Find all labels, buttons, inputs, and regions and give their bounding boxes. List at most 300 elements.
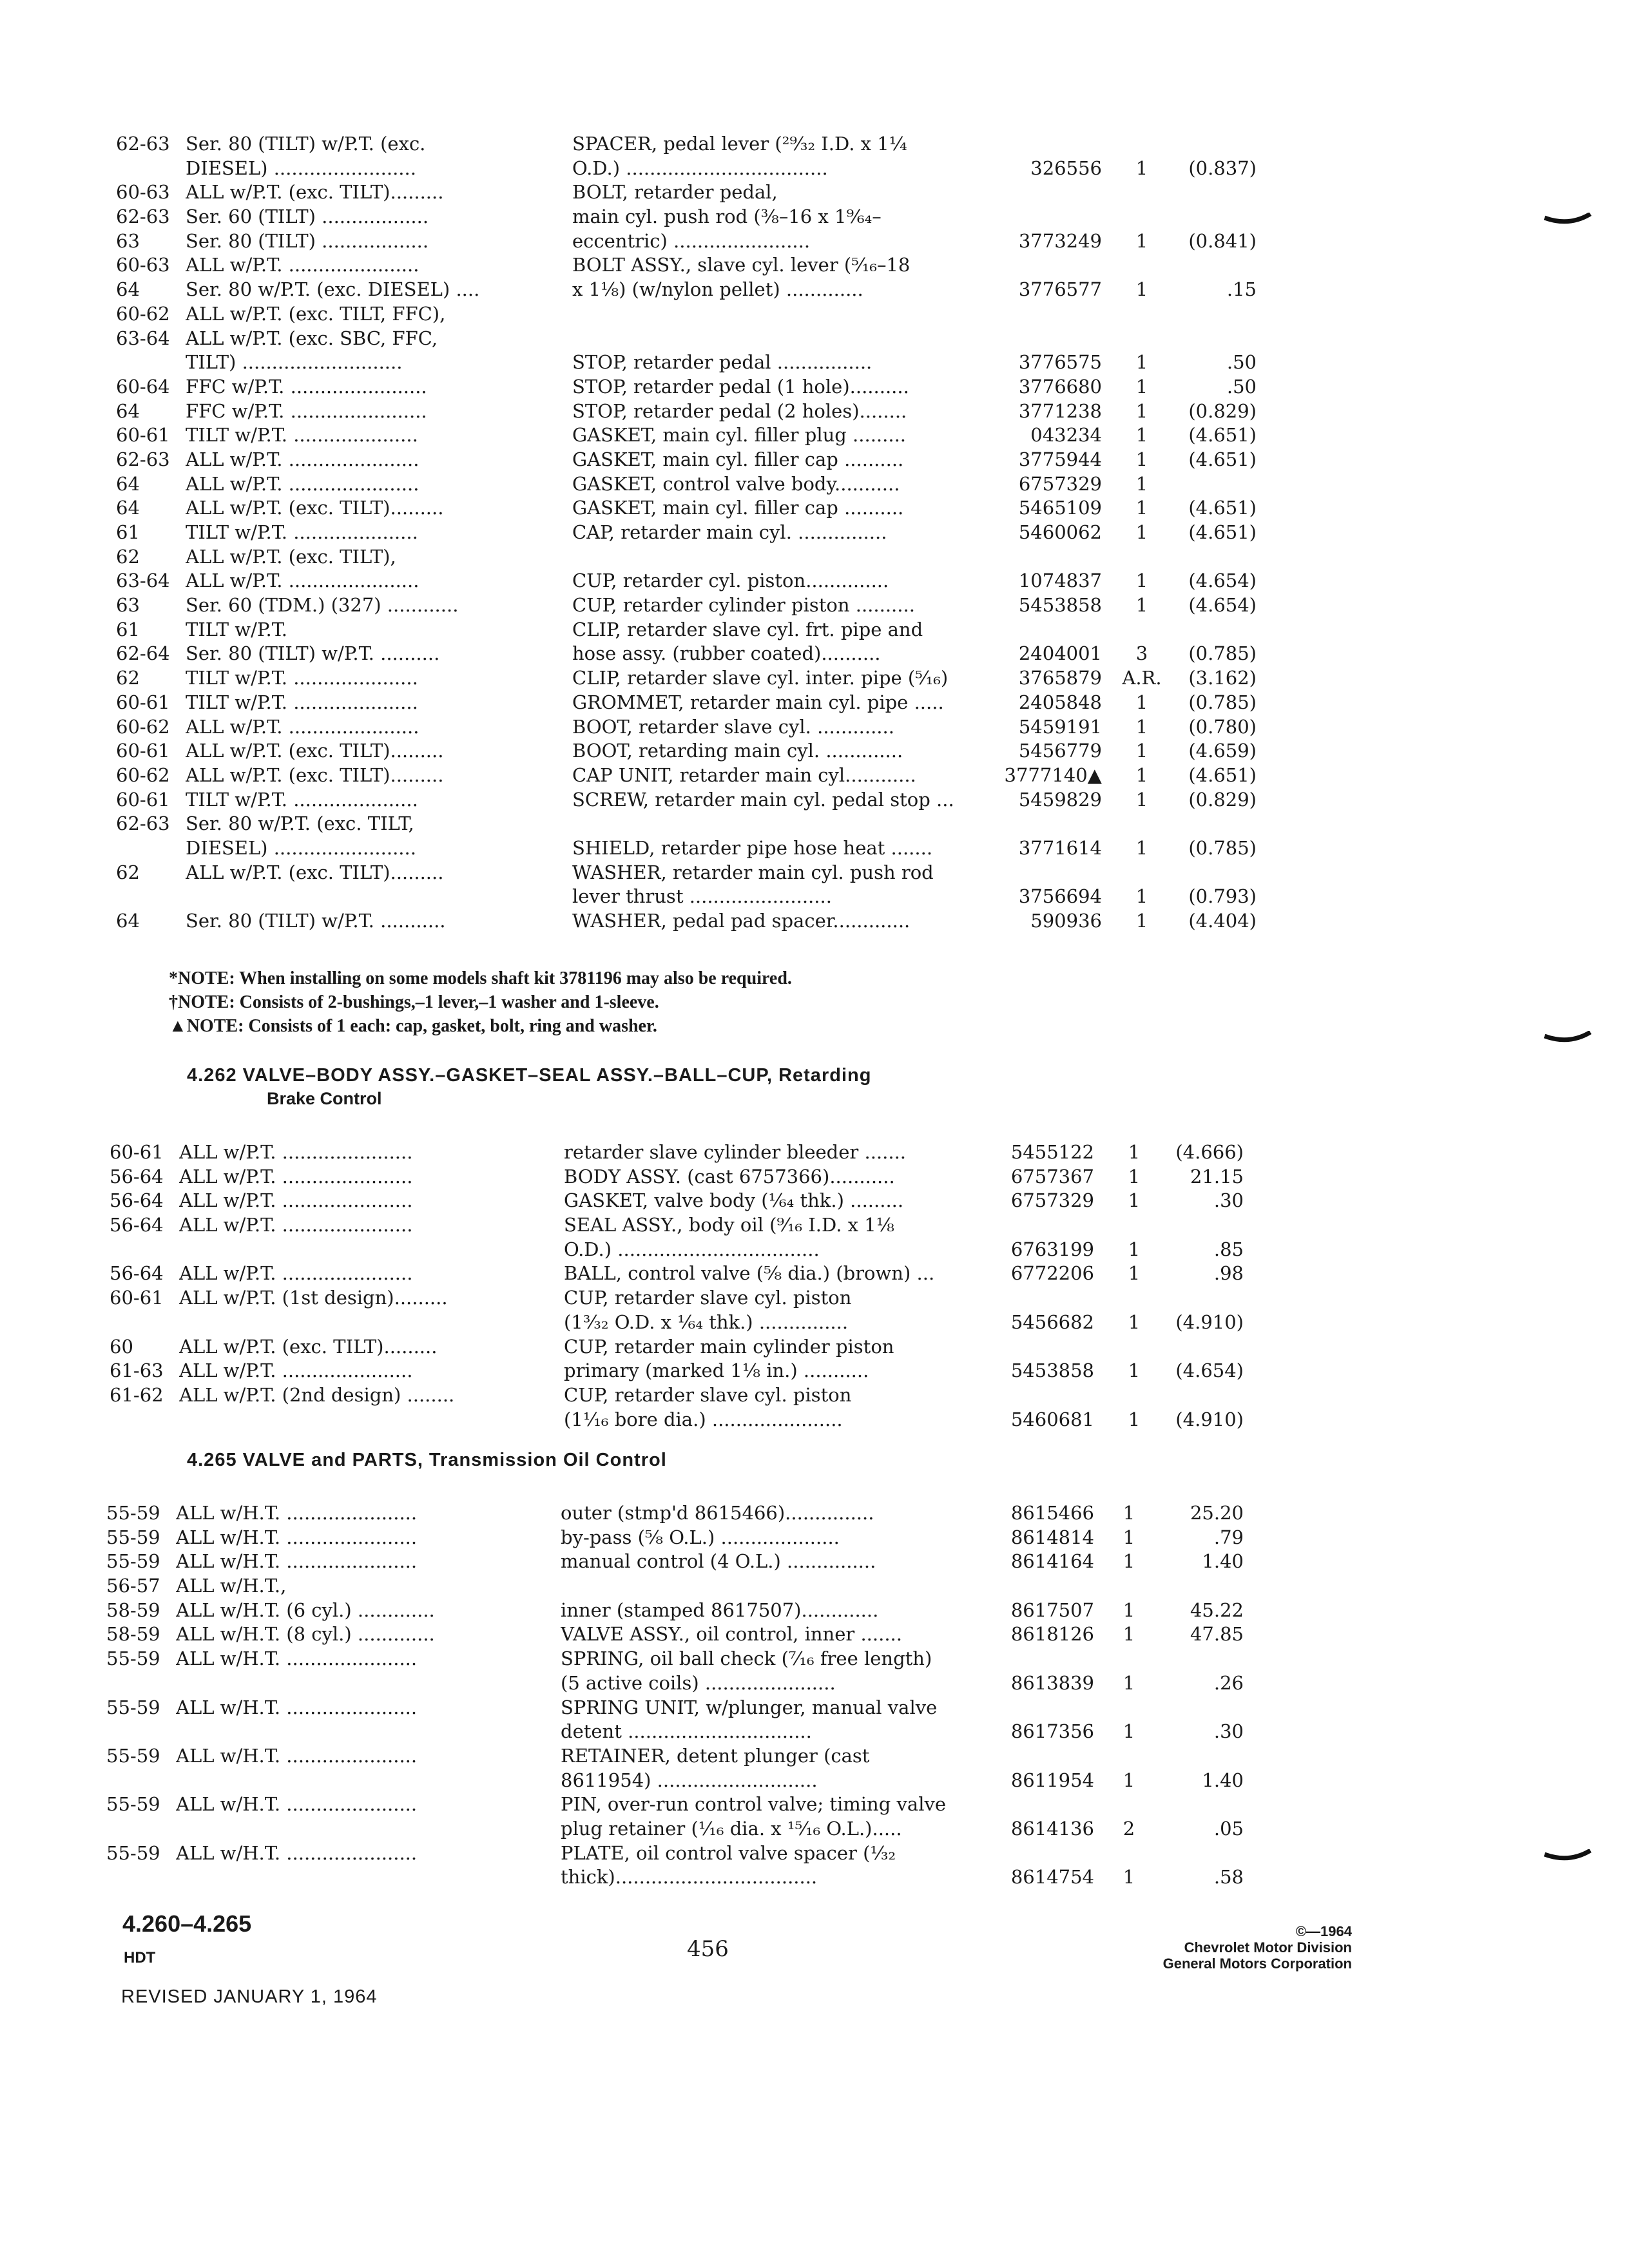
model-years: 56-64 bbox=[110, 1165, 164, 1187]
part-description: GROMMET, retarder main cyl. pipe ..... bbox=[572, 691, 944, 713]
application: ALL w/P.T. (exc. TILT)......... bbox=[186, 740, 444, 762]
note-bushings: †NOTE: Consists of 2-bushings,–1 lever,–1 washer and 1-sleeve. bbox=[169, 992, 659, 1012]
parts-row bbox=[0, 1526, 1629, 1550]
model-years: 62-63 bbox=[116, 448, 170, 470]
price: (0.785) bbox=[1188, 642, 1257, 665]
parts-row bbox=[0, 1817, 1629, 1841]
part-description: SEAL ASSY., body oil (⁹⁄₁₆ I.D. x 1⅛ bbox=[564, 1214, 894, 1236]
parts-row bbox=[0, 788, 1629, 812]
part-number: 8614814 bbox=[1010, 1526, 1094, 1548]
model-years: 58-59 bbox=[106, 1599, 160, 1621]
part-description: GASKET, main cyl. filler plug ......... bbox=[572, 424, 907, 447]
quantity: 1 bbox=[1135, 910, 1148, 932]
price: (3.162) bbox=[1188, 667, 1257, 689]
price: (4.651) bbox=[1188, 521, 1257, 543]
quantity: 1 bbox=[1123, 1671, 1135, 1694]
parts-row bbox=[0, 1286, 1629, 1311]
price: 45.22 bbox=[1190, 1599, 1244, 1621]
part-description: WASHER, pedal pad spacer............. bbox=[572, 910, 911, 932]
part-number: 5455122 bbox=[1010, 1141, 1094, 1163]
application: ALL w/P.T. ...................... bbox=[179, 1360, 413, 1382]
model-years: 56-64 bbox=[110, 1214, 164, 1236]
price: (0.837) bbox=[1188, 157, 1257, 179]
section-heading-4262: 4.262 VALVE–BODY ASSY.–GASKET–SEAL ASSY.–BALL–CUP, Retarding bbox=[187, 1065, 872, 1086]
parts-row bbox=[0, 1238, 1629, 1262]
model-years: 61-62 bbox=[110, 1383, 164, 1406]
parts-row bbox=[0, 1574, 1629, 1599]
quantity: 1 bbox=[1135, 157, 1148, 179]
part-description: inner (stamped 8617507)............. bbox=[561, 1599, 879, 1621]
margin-tab-mark bbox=[1543, 213, 1592, 226]
part-number: 5465109 bbox=[1018, 497, 1102, 519]
part-description: 8611954) ........................... bbox=[561, 1769, 818, 1791]
part-number: 8617356 bbox=[1010, 1720, 1094, 1743]
price: 1.40 bbox=[1202, 1769, 1244, 1791]
application: DIESEL) ........................ bbox=[186, 836, 416, 859]
part-description: WASHER, retarder main cyl. push rod bbox=[572, 861, 934, 883]
parts-row bbox=[0, 278, 1629, 302]
revision-date: REVISED JANUARY 1, 1964 bbox=[121, 1986, 378, 2007]
parts-row bbox=[0, 521, 1629, 545]
application: ALL w/P.T. ...................... bbox=[186, 254, 419, 276]
part-description: BOOT, retarding main cyl. ............. bbox=[572, 740, 903, 762]
price: .30 bbox=[1213, 1720, 1244, 1743]
model-years: 62-63 bbox=[116, 133, 170, 155]
price: (0.841) bbox=[1188, 229, 1257, 252]
model-years: 55-59 bbox=[106, 1648, 160, 1670]
application: ALL w/P.T. ...................... bbox=[186, 472, 419, 495]
parts-row bbox=[0, 423, 1629, 448]
part-number: 5456779 bbox=[1018, 740, 1102, 762]
part-description: SPRING UNIT, w/plunger, manual valve bbox=[561, 1696, 938, 1718]
footer-section-code: 4.260–4.265 bbox=[122, 1910, 252, 1937]
part-description: plug retainer (¹⁄₁₆ dia. x ¹⁵⁄₁₆ O.L.)..... bbox=[561, 1817, 902, 1840]
part-number: 3771238 bbox=[1018, 399, 1102, 422]
part-description: PLATE, oil control valve spacer (¹⁄₃₂ bbox=[561, 1841, 896, 1864]
parts-row bbox=[0, 496, 1629, 521]
part-number: 6757329 bbox=[1018, 472, 1102, 495]
parts-row bbox=[0, 1696, 1629, 1720]
part-description: CUP, retarder main cylinder piston bbox=[564, 1335, 894, 1358]
parts-row bbox=[0, 253, 1629, 278]
quantity: 1 bbox=[1128, 1360, 1141, 1382]
quantity: 1 bbox=[1135, 764, 1148, 786]
quantity: 2 bbox=[1123, 1817, 1135, 1840]
part-description: CUP, retarder slave cyl. piston bbox=[564, 1383, 852, 1406]
copyright-division: Chevrolet Motor Division bbox=[1184, 1939, 1352, 1956]
model-years: 60-61 bbox=[110, 1141, 164, 1163]
note-shaft-kit: *NOTE: When installing on some models shaft kit 3781196 may also be required. bbox=[169, 968, 792, 988]
part-number: 043234 bbox=[1030, 424, 1102, 447]
parts-row bbox=[0, 764, 1629, 788]
parts-row bbox=[0, 1647, 1629, 1671]
part-description: PIN, over-run control valve; timing valve bbox=[561, 1793, 947, 1816]
model-years: 61 bbox=[116, 521, 140, 543]
part-number: 2405848 bbox=[1018, 691, 1102, 713]
copyright-block bbox=[1163, 1923, 1352, 1972]
part-description: O.D.) .................................. bbox=[564, 1238, 820, 1260]
part-description: CUP, retarder slave cyl. piston bbox=[564, 1287, 852, 1309]
part-number: 8617507 bbox=[1010, 1599, 1094, 1621]
parts-table-4260 bbox=[0, 132, 1629, 934]
parts-row bbox=[0, 618, 1629, 642]
price: (4.651) bbox=[1188, 764, 1257, 786]
model-years: 56-64 bbox=[110, 1262, 164, 1285]
part-description: (1¹⁄₁₆ bore dia.) ...................... bbox=[564, 1408, 843, 1430]
parts-row bbox=[0, 1769, 1629, 1793]
model-years: 64 bbox=[116, 278, 140, 301]
quantity: 1 bbox=[1135, 594, 1148, 617]
part-description: x 1⅛) (w/nylon pellet) ............. bbox=[572, 278, 863, 301]
part-description: GASKET, main cyl. filler cap .......... bbox=[572, 448, 904, 470]
model-years: 63 bbox=[116, 229, 140, 252]
part-description: main cyl. push rod (⅜–16 x 1⁹⁄₆₄– bbox=[572, 206, 882, 228]
quantity: 1 bbox=[1135, 399, 1148, 422]
quantity: 1 bbox=[1123, 1550, 1135, 1573]
price: 21.15 bbox=[1190, 1165, 1244, 1187]
application: ALL w/P.T. (exc. TILT), bbox=[186, 545, 396, 568]
parts-row bbox=[0, 666, 1629, 691]
part-description: SPACER, pedal lever (²⁹⁄₃₂ I.D. x 1¼ bbox=[572, 133, 907, 155]
application: Ser. 60 (TDM.) (327) ............ bbox=[186, 594, 459, 617]
model-years: 60-64 bbox=[116, 375, 170, 398]
model-years: 63 bbox=[116, 594, 140, 617]
quantity: 1 bbox=[1128, 1262, 1141, 1285]
model-years: 61 bbox=[116, 618, 140, 640]
application: ALL w/P.T. (exc. TILT)......... bbox=[186, 764, 444, 786]
application: ALL w/H.T. (6 cyl.) ............. bbox=[176, 1599, 435, 1621]
application: ALL w/H.T. ...................... bbox=[176, 1744, 418, 1767]
application: ALL w/P.T. (exc. TILT, FFC), bbox=[186, 302, 446, 325]
application: Ser. 80 (TILT) w/P.T. (exc. bbox=[186, 133, 426, 155]
parts-row bbox=[0, 861, 1629, 885]
model-years: 58-59 bbox=[106, 1623, 160, 1646]
quantity: 1 bbox=[1135, 885, 1148, 908]
quantity: 1 bbox=[1128, 1238, 1141, 1260]
quantity: 1 bbox=[1128, 1311, 1141, 1333]
part-number: 5453858 bbox=[1010, 1360, 1094, 1382]
price: (4.659) bbox=[1188, 740, 1257, 762]
quantity: 1 bbox=[1135, 424, 1148, 447]
model-years: 56-64 bbox=[110, 1189, 164, 1212]
part-number: 3776680 bbox=[1018, 375, 1102, 398]
price: (0.780) bbox=[1188, 715, 1257, 738]
price: (0.793) bbox=[1188, 885, 1257, 908]
parts-row bbox=[0, 399, 1629, 424]
application: ALL w/P.T. (1st design)......... bbox=[179, 1287, 448, 1309]
model-years: 60-61 bbox=[116, 788, 170, 811]
application: ALL w/P.T. ...................... bbox=[179, 1189, 413, 1212]
parts-row bbox=[0, 1359, 1629, 1383]
parts-row bbox=[0, 885, 1629, 909]
part-description: STOP, retarder pedal ................ bbox=[572, 351, 872, 374]
parts-row bbox=[0, 302, 1629, 327]
price: .50 bbox=[1226, 351, 1257, 374]
part-description: SHIELD, retarder pipe hose heat ....... bbox=[572, 836, 933, 859]
quantity: 1 bbox=[1135, 497, 1148, 519]
model-years: 60-62 bbox=[116, 764, 170, 786]
quantity: 1 bbox=[1135, 740, 1148, 762]
parts-row bbox=[0, 569, 1629, 593]
part-description: outer (stmp'd 8615466)............... bbox=[561, 1502, 874, 1524]
application: ALL w/H.T. ...................... bbox=[176, 1550, 418, 1573]
parts-row bbox=[0, 132, 1629, 157]
parts-row bbox=[0, 1744, 1629, 1769]
parts-row bbox=[0, 812, 1629, 836]
price: (4.910) bbox=[1175, 1311, 1244, 1333]
note-cap-unit: ▲NOTE: Consists of 1 each: cap, gasket, bolt, ring and washer. bbox=[169, 1016, 657, 1036]
parts-row bbox=[0, 1622, 1629, 1647]
application: Ser. 80 w/P.T. (exc. DIESEL) .... bbox=[186, 278, 480, 301]
application: ALL w/P.T. (exc. TILT)......... bbox=[186, 181, 444, 204]
parts-row bbox=[0, 1311, 1629, 1335]
quantity: 1 bbox=[1135, 788, 1148, 811]
part-number: 5453858 bbox=[1018, 594, 1102, 617]
part-number: 8611954 bbox=[1010, 1769, 1094, 1791]
parts-row bbox=[0, 1165, 1629, 1189]
part-number: 2404001 bbox=[1018, 642, 1102, 665]
application: ALL w/P.T. ...................... bbox=[186, 715, 419, 738]
price: .15 bbox=[1226, 278, 1257, 301]
model-years: 55-59 bbox=[106, 1502, 160, 1524]
application: TILT w/P.T. ..................... bbox=[186, 424, 418, 447]
parts-row bbox=[0, 1865, 1629, 1890]
price: (4.651) bbox=[1188, 497, 1257, 519]
application: ALL w/P.T. (exc. TILT)......... bbox=[186, 861, 444, 883]
part-description: STOP, retarder pedal (2 holes)........ bbox=[572, 399, 907, 422]
parts-row bbox=[0, 739, 1629, 764]
part-description: CAP UNIT, retarder main cyl............ bbox=[572, 764, 916, 786]
model-years: 64 bbox=[116, 472, 140, 495]
application: Ser. 80 w/P.T. (exc. TILT, bbox=[186, 812, 414, 835]
quantity: 1 bbox=[1135, 691, 1148, 713]
model-years: 61-63 bbox=[110, 1360, 164, 1382]
model-years: 64 bbox=[116, 399, 140, 422]
part-number: 6757329 bbox=[1010, 1189, 1094, 1212]
quantity: 1 bbox=[1123, 1599, 1135, 1621]
parts-row bbox=[0, 1841, 1629, 1866]
part-description: hose assy. (rubber coated).......... bbox=[572, 642, 881, 665]
margin-tab-mark bbox=[1543, 1031, 1592, 1044]
section-heading-4265: 4.265 VALVE and PARTS, Transmission Oil Control bbox=[187, 1450, 667, 1470]
model-years: 64 bbox=[116, 497, 140, 519]
part-number: 8614136 bbox=[1010, 1817, 1094, 1840]
quantity: A.R. bbox=[1122, 667, 1162, 689]
quantity: 1 bbox=[1123, 1502, 1135, 1524]
margin-tab-mark bbox=[1543, 1849, 1592, 1862]
part-description: SCREW, retarder main cyl. pedal stop ... bbox=[572, 788, 954, 811]
part-number: 3771614 bbox=[1018, 836, 1102, 859]
price: (4.910) bbox=[1175, 1408, 1244, 1430]
parts-row bbox=[0, 1671, 1629, 1696]
quantity: 1 bbox=[1135, 448, 1148, 470]
price: (0.829) bbox=[1188, 399, 1257, 422]
application: ALL w/H.T. (8 cyl.) ............. bbox=[176, 1623, 435, 1646]
parts-row bbox=[0, 351, 1629, 375]
part-description: SPRING, oil ball check (⁷⁄₁₆ free length) bbox=[561, 1648, 932, 1670]
model-years: 60-63 bbox=[116, 181, 170, 204]
part-number: 3756694 bbox=[1018, 885, 1102, 908]
application: TILT w/P.T. ..................... bbox=[186, 788, 418, 811]
parts-row bbox=[0, 691, 1629, 715]
part-description: RETAINER, detent plunger (cast bbox=[561, 1744, 870, 1767]
quantity: 1 bbox=[1128, 1408, 1141, 1430]
page-number: 456 bbox=[687, 1936, 729, 1962]
part-number: 3773249 bbox=[1018, 229, 1102, 252]
quantity: 1 bbox=[1123, 1866, 1135, 1888]
section-subheading-4262: Brake Control bbox=[267, 1089, 382, 1108]
parts-row bbox=[0, 1550, 1629, 1574]
part-number: 6757367 bbox=[1010, 1165, 1094, 1187]
part-description: CLIP, retarder slave cyl. frt. pipe and bbox=[572, 618, 923, 640]
part-number: 1074837 bbox=[1018, 570, 1102, 592]
application: ALL w/H.T. ...................... bbox=[176, 1648, 418, 1670]
parts-row bbox=[0, 472, 1629, 497]
part-description: retarder slave cylinder bleeder ....... bbox=[564, 1141, 907, 1163]
copyright-year: ©—1964 bbox=[1295, 1923, 1352, 1939]
price: (4.666) bbox=[1175, 1141, 1244, 1163]
parts-row bbox=[0, 593, 1629, 618]
price: (0.785) bbox=[1188, 691, 1257, 713]
parts-row bbox=[0, 157, 1629, 181]
parts-row bbox=[0, 1189, 1629, 1213]
model-years: 60-61 bbox=[116, 691, 170, 713]
price: 25.20 bbox=[1190, 1502, 1244, 1524]
part-description: thick).................................. bbox=[561, 1866, 818, 1888]
quantity: 1 bbox=[1123, 1526, 1135, 1548]
model-years: 55-59 bbox=[106, 1841, 160, 1864]
quantity: 1 bbox=[1135, 836, 1148, 859]
quantity: 1 bbox=[1135, 351, 1148, 374]
part-number: 5459829 bbox=[1018, 788, 1102, 811]
application: ALL w/P.T. (exc. TILT)......... bbox=[186, 497, 444, 519]
application: ALL w/P.T. ...................... bbox=[179, 1141, 413, 1163]
quantity: 1 bbox=[1135, 472, 1148, 495]
price: .79 bbox=[1213, 1526, 1244, 1548]
part-description: BODY ASSY. (cast 6757366)........... bbox=[564, 1165, 895, 1187]
part-number: 590936 bbox=[1030, 910, 1102, 932]
price: .85 bbox=[1213, 1238, 1244, 1260]
application: ALL w/H.T. ...................... bbox=[176, 1841, 418, 1864]
model-years: 63-64 bbox=[116, 327, 170, 349]
part-description: manual control (4 O.L.) ............... bbox=[561, 1550, 876, 1573]
model-years: 60-61 bbox=[110, 1287, 164, 1309]
quantity: 1 bbox=[1135, 521, 1148, 543]
application: ALL w/H.T. ...................... bbox=[176, 1696, 418, 1718]
model-years: 55-59 bbox=[106, 1744, 160, 1767]
model-years: 62-63 bbox=[116, 812, 170, 835]
application: TILT) ........................... bbox=[186, 351, 403, 374]
quantity: 1 bbox=[1135, 229, 1148, 252]
model-years: 60-62 bbox=[116, 715, 170, 738]
part-number: 8618126 bbox=[1010, 1623, 1094, 1646]
application: Ser. 80 (TILT) w/P.T. ........... bbox=[186, 910, 446, 932]
application: FFC w/P.T. ....................... bbox=[186, 399, 427, 422]
model-years: 62 bbox=[116, 667, 140, 689]
part-description: BALL, control valve (⁵⁄₈ dia.) (brown) ... bbox=[564, 1262, 935, 1285]
application: ALL w/P.T. (exc. TILT)......... bbox=[179, 1335, 438, 1358]
part-description: BOOT, retarder slave cyl. ............. bbox=[572, 715, 894, 738]
parts-row bbox=[0, 1383, 1629, 1408]
parts-row bbox=[0, 229, 1629, 254]
part-description: BOLT ASSY., slave cyl. lever (⁵⁄₁₆–18 bbox=[572, 254, 911, 276]
quantity: 1 bbox=[1123, 1623, 1135, 1646]
quantity: 3 bbox=[1135, 642, 1148, 665]
price: (4.404) bbox=[1188, 910, 1257, 932]
model-years: 55-59 bbox=[106, 1696, 160, 1718]
quantity: 1 bbox=[1123, 1769, 1135, 1791]
model-years: 60-62 bbox=[116, 302, 170, 325]
quantity: 1 bbox=[1128, 1165, 1141, 1187]
application: ALL w/P.T. ...................... bbox=[186, 448, 419, 470]
application: ALL w/P.T. ...................... bbox=[179, 1262, 413, 1285]
parts-row bbox=[0, 1335, 1629, 1360]
part-number: 6763199 bbox=[1010, 1238, 1094, 1260]
quantity: 1 bbox=[1128, 1189, 1141, 1212]
part-description: VALVE ASSY., oil control, inner ....... bbox=[561, 1623, 902, 1646]
part-description: O.D.) .................................. bbox=[572, 157, 828, 179]
price: .98 bbox=[1213, 1262, 1244, 1285]
part-description: (5 active coils) ...................... bbox=[561, 1671, 836, 1694]
part-description: GASKET, valve body (¹⁄₆₄ thk.) ......... bbox=[564, 1189, 904, 1212]
price: (4.651) bbox=[1188, 424, 1257, 447]
model-years: 55-59 bbox=[106, 1526, 160, 1548]
application: TILT w/P.T. ..................... bbox=[186, 667, 418, 689]
parts-row bbox=[0, 836, 1629, 861]
parts-row bbox=[0, 1262, 1629, 1286]
parts-row bbox=[0, 1408, 1629, 1432]
parts-row bbox=[0, 448, 1629, 472]
model-years: 62 bbox=[116, 861, 140, 883]
part-number: 8614754 bbox=[1010, 1866, 1094, 1888]
application: ALL w/P.T. (2nd design) ........ bbox=[179, 1383, 455, 1406]
parts-row bbox=[0, 642, 1629, 666]
parts-row bbox=[0, 1792, 1629, 1817]
quantity: 1 bbox=[1123, 1720, 1135, 1743]
price: .58 bbox=[1213, 1866, 1244, 1888]
price: (0.829) bbox=[1188, 788, 1257, 811]
part-number: 326556 bbox=[1030, 157, 1102, 179]
application: ALL w/H.T. ...................... bbox=[176, 1526, 418, 1548]
parts-row bbox=[0, 545, 1629, 570]
application: TILT w/P.T. bbox=[186, 618, 287, 640]
part-description: detent ............................... bbox=[561, 1720, 812, 1743]
quantity: 1 bbox=[1135, 570, 1148, 592]
part-number: 3775944 bbox=[1018, 448, 1102, 470]
part-description: CUP, retarder cyl. piston.............. bbox=[572, 570, 889, 592]
price: .30 bbox=[1213, 1189, 1244, 1212]
price: .05 bbox=[1213, 1817, 1244, 1840]
parts-table-4262 bbox=[0, 1140, 1629, 1432]
parts-row bbox=[0, 1501, 1629, 1526]
part-description: BOLT, retarder pedal, bbox=[572, 181, 778, 204]
model-years: 60-61 bbox=[116, 740, 170, 762]
price: 47.85 bbox=[1190, 1623, 1244, 1646]
quantity: 1 bbox=[1128, 1141, 1141, 1163]
copyright-corporation: General Motors Corporation bbox=[1162, 1956, 1352, 1972]
application: FFC w/P.T. ....................... bbox=[186, 375, 427, 398]
parts-row bbox=[0, 715, 1629, 740]
parts-table-4265 bbox=[0, 1501, 1629, 1890]
part-description: primary (marked 1⅛ in.) ........... bbox=[564, 1360, 869, 1382]
part-description: lever thrust ........................ bbox=[572, 885, 832, 908]
part-number: 8614164 bbox=[1010, 1550, 1094, 1573]
part-number: 3776577 bbox=[1018, 278, 1102, 301]
part-number: 8615466 bbox=[1010, 1502, 1094, 1524]
part-number: 5460681 bbox=[1010, 1408, 1094, 1430]
footer-hdt: HDT bbox=[124, 1949, 156, 1966]
quantity: 1 bbox=[1135, 375, 1148, 398]
